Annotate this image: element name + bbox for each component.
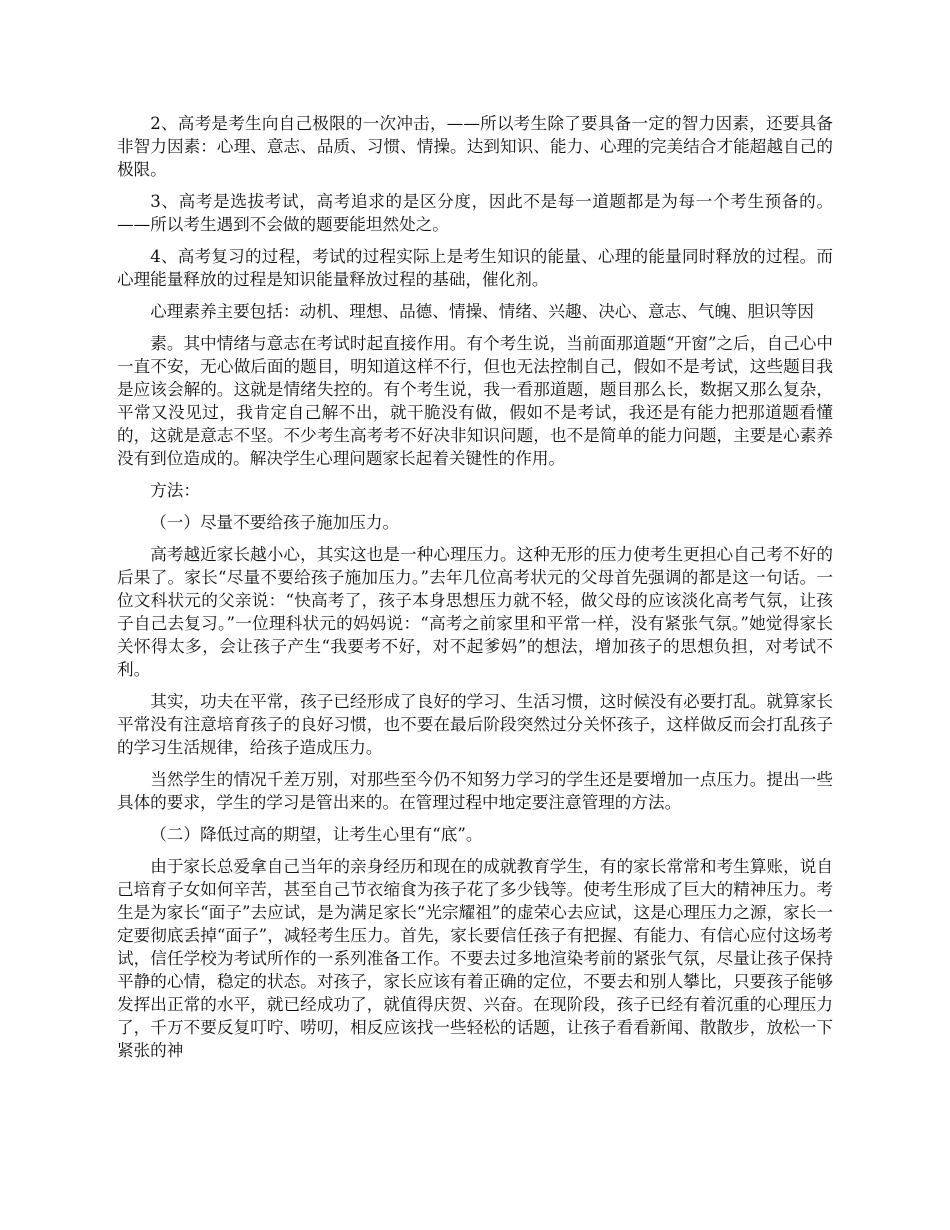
paragraph-emotion-will: 素。其中情绪与意志在考试时起直接作用。有个考生说，当前面那道题“开窗”之后，自己心中一直不安，无心做后面的题目，明知道这样不行，但也无法控制自己，假如不是考试，这些题目我是应该会解的。这就是情绪失控的。有个考生说，我一看那道题，题目那么长，数据又那么复杂，平常又没见过，我肯定自己解不出，就干脆没有做，假如不是考试，我还是有能力把那道题看懂的，这就是意志不坚。不少考生高考考不好决非知识问题，也不是简单的能力问题，主要是心素养没有到位造成的。解决学生心理问题家长起着关键性的作用。: [117, 334, 833, 468]
heading-method-2: （二）降低过高的期望，让考生心里有“底”。: [150, 825, 483, 844]
heading-method-1: （一）尽量不要给孩子施加压力。: [150, 513, 400, 532]
heading-methods: 方法：: [150, 481, 200, 500]
paragraph-expectations: 由于家长总爱拿自己当年的亲身经历和现在的成就教育学生，有的家长常常和考生算账，说自己培育子女如何辛苦，甚至自己节衣缩食为孩子花了多少钱等。使考生形成了巨大的精神压力。考生是为家长“面子”去应试，是为满足家长“光宗耀祖”的虚荣心去应试，这是心理压力之源，家长一定要彻底丢掉“面子”，减轻考生压力。首先，家长要信任孩子有把握、有能力、有信心应付这场考试，信任学校为考试所作的一系列准备工作。不要去过多地渲染考前的紧张气氛，尽量让孩子保持平静的心情，稳定的状态。对孩子，家长应该有着正确的定位，不要去和别人攀比，只要孩子能够发挥出正常的水平，就已经成功了，就值得庆贺、兴奋。在现阶段，孩子已经有着沉重的心理压力了，千万不要反复叮咛、唠叨，相反应该找一些轻松的话题，让孩子看看新闻、散散步，放松一下紧张的神: [117, 857, 833, 1060]
paragraph-differences: 当然学生的情况千差万别，对那些至今仍不知努力学习的学生还是要增加一点压力。提出一些具体的要求，学生的学习是管出来的。在管理过程中地定要注意管理的方法。: [117, 770, 833, 812]
paragraph-psychological-qualities: 心理素养主要包括：动机、理想、品德、情操、情绪、兴趣、决心、意志、气魄、胆识等因: [150, 302, 814, 321]
paragraph-point-4: 4、高考复习的过程，考试的过程实际上是考生知识的能量、心理的能量同时释放的过程。而心理能量释放的过程是知识能量释放过程的基础，催化剂。: [117, 247, 833, 289]
paragraph-pressure: 高考越近家长越小心，其实这也是一种心理压力。这种无形的压力使考生更担心自己考不好的后果了。家长“尽量不要给孩子施加压力。”去年几位高考状元的父母首先强调的都是这一句话。一位文科状元的父亲说：“快高考了，孩子本身思想压力就不轻，做父母的应该淡化高考气氛，让孩子自己去复习。”一位理科状元的妈妈说：“高考之前家里和平常一样，没有紧张气氛。”她觉得家长关怀得太多，会让孩子产生“我要考不好，对不起爹妈”的想法，增加孩子的思想负担，对考试不利。: [117, 545, 833, 679]
paragraph-habits: 其实，功夫在平常，孩子已经形成了良好的学习、生活习惯，这时候没有必要打乱。就算家长平常没有注意培育孩子的良好习惯，也不要在最后阶段突然过分关怀孩子，这样做反而会打乱孩子的学习生活规律，给孩子造成压力。: [117, 692, 833, 757]
paragraph-point-2: 2、高考是考生向自己极限的一次冲击，——所以考生除了要具备一定的智力因素，还要具备非智力因素：心理、意志、品质、习惯、情操。达到知识、能力、心理的完美结合才能超越自己的极限。: [117, 114, 833, 179]
document-body: [117, 112, 833, 1071]
paragraph-point-3: 3、高考是选拔考试，高考追求的是区分度，因此不是每一道题都是为每一个考生预备的。——所以考生遇到不会做的题要能坦然处之。: [117, 192, 833, 234]
